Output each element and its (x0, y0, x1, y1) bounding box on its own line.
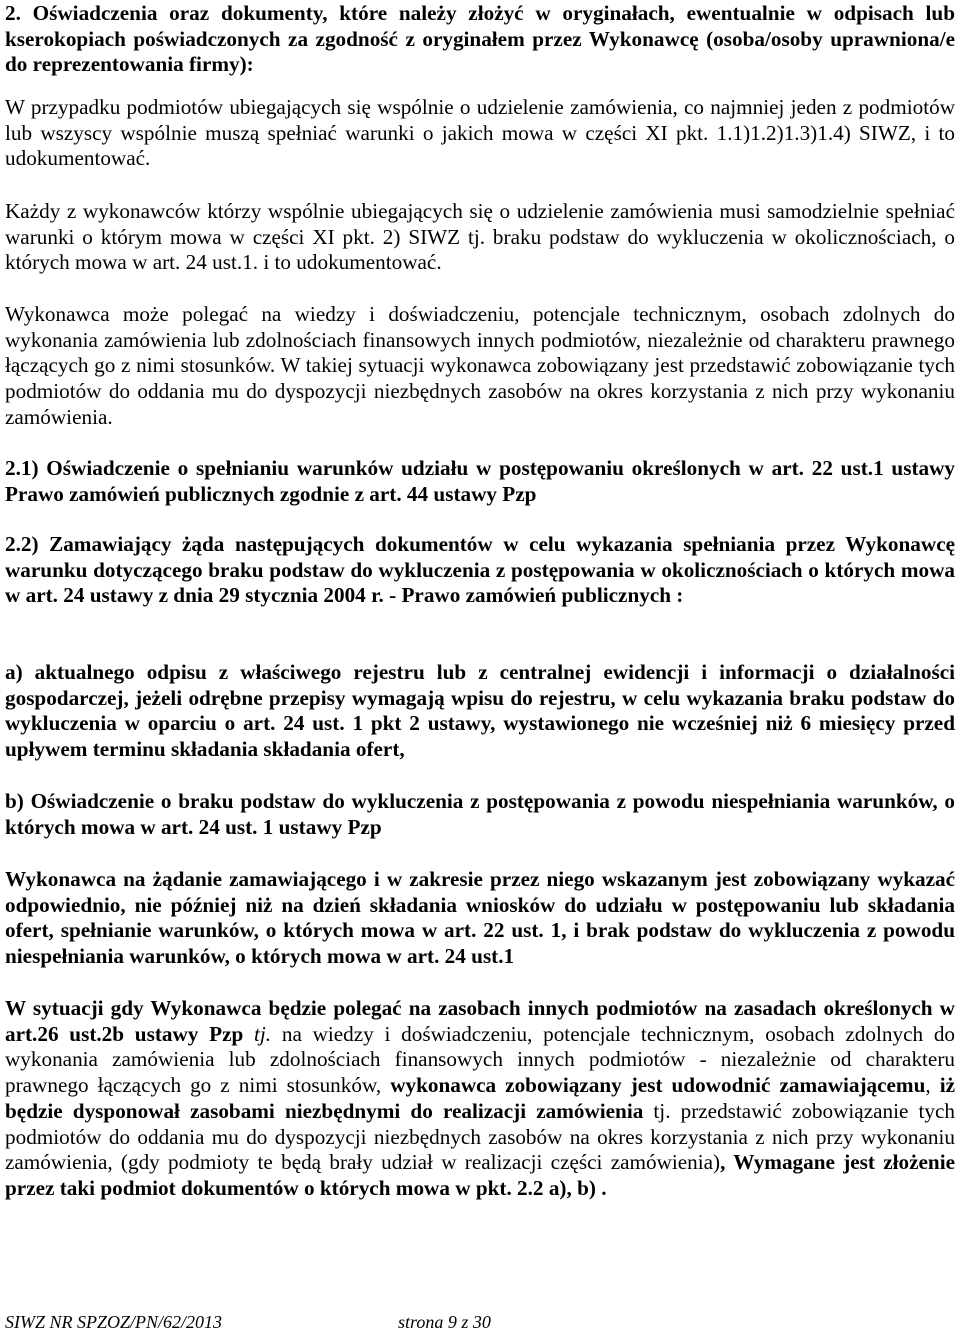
page-footer (5, 1312, 491, 1332)
item-a-registry-extract: a) aktualnego odpisu z właściwego rejestru lub z centralnej ewidencji i informacji o działalności gospodarczej, jeżeli odrębne przepisy wymagają wpisu do rejestru, w celu wykazania braku podstaw do wykluczenia w oparciu o art. 24 ust. 1 pkt 2 ustawy, wystawionego nie wcześniej niż 6 miesięcy przed upływem terminu składania składania ofert, (5, 660, 955, 762)
paragraph-joint-applicants-individual: Każdy z wykonawców którzy wspólnie ubiegających się o udzielenie zamówienia musi samodzielnie spełniać warunki o którym mowa w części XI pkt. 2) SIWZ tj. braku podstaw do wykluczenia w okolicznościach, o których mowa w art. 24 ust.1. i to udokumentować. (5, 199, 955, 275)
last-para-s3: na wiedzy i doświadczeniu, potencjale technicznym, osobach zdolnych do wykonania zamówienia lub zdolnościach finansowych innych podmiotów - niezależnie od charakteru prawnego łączących go z nimi stosunków, (5, 1021, 956, 1098)
last-para-s1: W sytuacji gdy Wykonawca będzie polegać na zasobach innych podmiotów na zasadach określonych w art.26 ust.2b ustawy Pzp (5, 996, 955, 1046)
item-2-2-required-documents: 2.2) Zamawiający żąda następujących dokumentów w celu wykazania spełniania przez Wykonawcę warunku dotyczącego braku podstaw do wykluczenia z postępowania w okolicznościach o których mowa w art. 24 ustawy z dnia 29 stycznia 2004 r. - Prawo zamówień publicznych : (5, 532, 955, 608)
last-para-s2: tj. (243, 1021, 272, 1046)
footer-doc-code: SIWZ NR SPZOZ/PN/62/2013 (5, 1312, 223, 1332)
last-para-s4: wykonawca zobowiązany jest udowodnić zamawiającemu (390, 1073, 926, 1098)
last-para-s7: tj. przedstawić zobowiązanie tych podmiotów do oddania mu do dyspozycji niezbędnych zasobów na okres korzystania z nich przy wykonaniu zamówienia, (gdy podmioty te będą brały udział w realizacji części zamówienia) (5, 1098, 955, 1175)
footer-page-number: strona 9 z 30 (398, 1312, 491, 1332)
paragraph-third-party-resources (5, 996, 955, 1202)
paragraph-joint-applicants: W przypadku podmiotów ubiegających się wspólnie o udzielenie zamówienia, co najmniej jeden z podmiotów lub wszyscy wspólnie muszą spełniać warunki o jakich mowa w części XI pkt. 1.1)1.2)1.3)1.4) SIWZ, i to udokumentować. (5, 95, 955, 171)
item-2-1-statement: 2.1) Oświadczenie o spełnianiu warunków udziału w postępowaniu określonych w art. 22 ust.1 ustawy Prawo zamówień publicznych zgodnie z art. 44 ustawy Pzp (5, 456, 955, 506)
paragraph-contractor-obligation: Wykonawca na żądanie zamawiającego i w zakresie przez niego wskazanym jest zobowiązany wykazać odpowiednio, nie później niż na dzień składania wniosków do udziału w postępowaniu lub składania ofert, spełnianie warunków, o których mowa w art. 22 ust. 1, i brak podstaw do wykluczenia z powodu niespełniania warunków, o których mowa w art. 24 ust.1 (5, 867, 955, 969)
last-para-s6: iż będzie dysponował zasobami niezbędnymi do realizacji zamówienia (5, 1073, 955, 1123)
last-para-s5: , (925, 1073, 940, 1098)
last-para-s8: , Wymagane jest złożenie przez taki podmiot dokumentów o których mowa w pkt. 2.2 a), b) . (5, 1150, 955, 1200)
section-heading: 2. Oświadczenia oraz dokumenty, które należy złożyć w oryginałach, ewentualnie w odpisach lub kserokopiach poświadczonych za zgodność z oryginałem przez Wykonawcę (osoba/osoby uprawniona/e do reprezentowania firmy): (5, 1, 955, 77)
paragraph-reliance-on-resources: Wykonawca może polegać na wiedzy i doświadczeniu, potencjale technicznym, osobach zdolnych do wykonania zamówienia lub zdolnościach finansowych innych podmiotów, niezależnie od charakteru prawnego łączących go z nimi stosunków. W takiej sytuacji wykonawca zobowiązany jest przedstawić zobowiązanie tych podmiotów do oddania mu do dyspozycji niezbędnych zasobów na okres korzystania z nich przy wykonaniu zamówienia. (5, 302, 955, 429)
item-b-exclusion-statement: b) Oświadczenie o braku podstaw do wykluczenia z postępowania z powodu niespełniania warunków, o których mowa w art. 24 ust. 1 ustawy Pzp (5, 789, 955, 839)
